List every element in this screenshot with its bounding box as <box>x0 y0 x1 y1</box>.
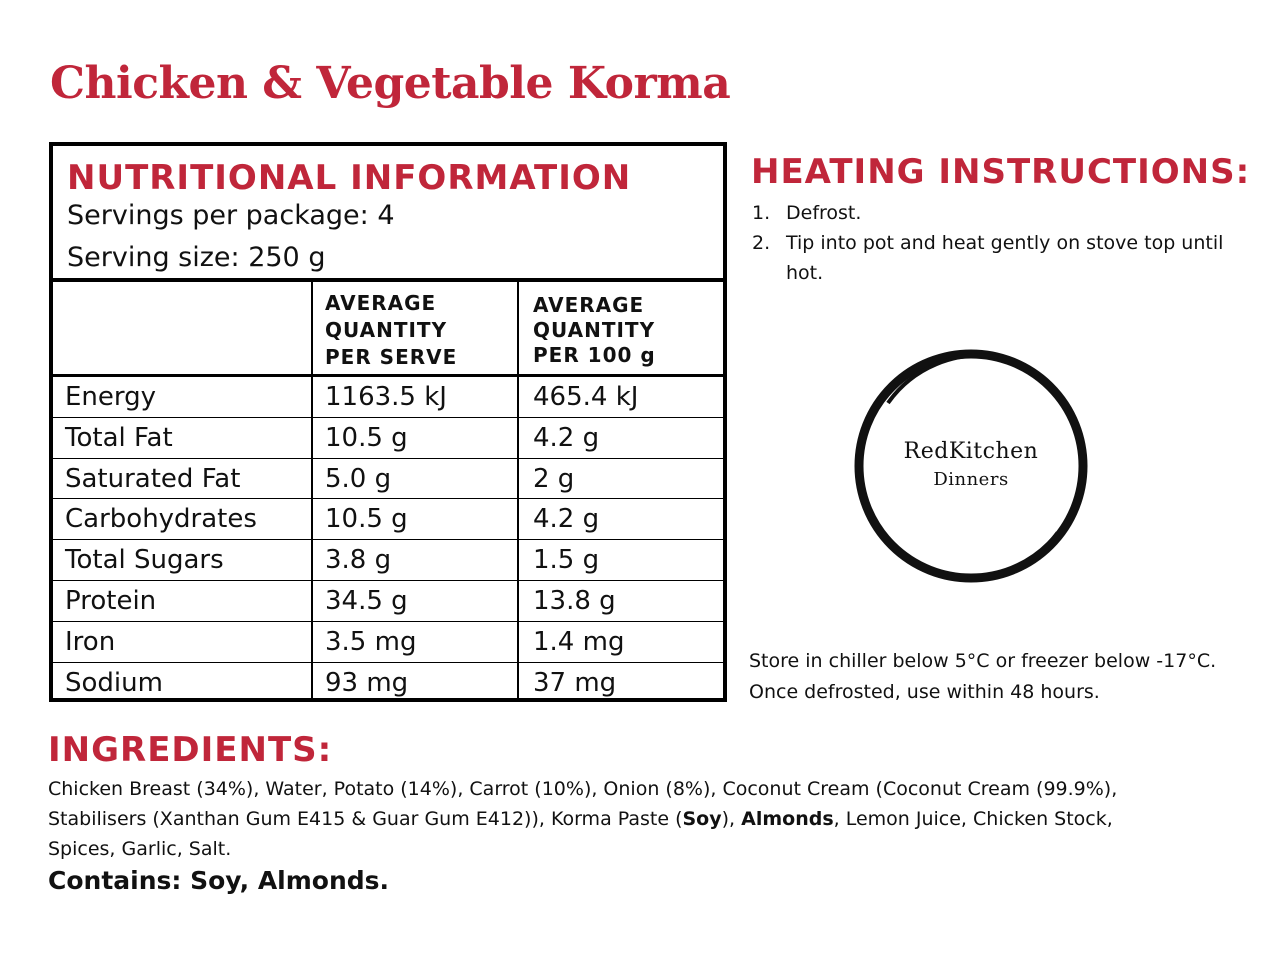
logo-brand-subtitle: Dinners <box>933 469 1009 490</box>
per-100g-value: 4.2 g <box>533 422 600 453</box>
column-header-per-serve <box>325 290 457 371</box>
step-number: 2. <box>752 232 771 254</box>
allergen-soy: Soy <box>682 808 722 830</box>
nutrient-name: Sodium <box>65 667 163 698</box>
per-serve-value: 1163.5 kJ <box>325 382 447 412</box>
nutrition-heading: NUTRITIONAL INFORMATION <box>67 158 632 198</box>
logo-ring <box>848 343 1094 589</box>
per-serve-value: 10.5 g <box>325 504 408 535</box>
nutrient-name: Total Fat <box>65 422 173 453</box>
per-serve-value: 5.0 g <box>325 463 392 494</box>
heating-step <box>752 228 1252 288</box>
nutrition-panel <box>49 142 727 702</box>
column-header-line: PER SERVE <box>325 345 458 369</box>
column-divider <box>311 282 313 698</box>
ingredients-text: ), <box>721 808 742 830</box>
nutrient-name: Iron <box>65 626 116 657</box>
column-header-line: QUANTITY <box>325 318 448 342</box>
logo-brand-name: RedKitchen <box>903 439 1039 464</box>
serving-size: Serving size: 250 g <box>67 242 326 273</box>
ingredients-list <box>48 774 1158 864</box>
servings-per-package: Servings per package: 4 <box>67 200 395 231</box>
per-100g-value: 465.4 kJ <box>533 382 639 412</box>
per-serve-value: 34.5 g <box>325 586 408 616</box>
ingredients-text: , Lemon Juice, Chicken Stock, Spices, Garlic, Salt. <box>48 808 1113 860</box>
column-header-line: QUANTITY <box>533 318 656 342</box>
nutrient-name: Saturated Fat <box>65 463 241 494</box>
nutrition-panel-header <box>53 146 723 282</box>
nutrient-name: Carbohydrates <box>65 504 257 535</box>
per-100g-value: 2 g <box>533 463 575 494</box>
step-text: Tip into pot and heat gently on stove top until hot. <box>786 232 1224 284</box>
per-serve-value: 93 mg <box>325 667 409 698</box>
per-100g-value: 37 mg <box>533 667 617 698</box>
per-serve-value: 10.5 g <box>325 422 408 453</box>
step-number: 1. <box>752 202 771 224</box>
nutrient-name: Protein <box>65 586 157 616</box>
per-100g-value: 1.4 mg <box>533 626 625 657</box>
allergen-statement: Contains: Soy, Almonds. <box>48 866 390 895</box>
column-header-line: AVERAGE <box>533 293 645 317</box>
column-header-per-100g <box>533 293 656 368</box>
brand-logo <box>848 343 1094 589</box>
per-100g-value: 4.2 g <box>533 504 600 535</box>
per-100g-value: 13.8 g <box>533 586 616 616</box>
nutrient-name: Total Sugars <box>65 545 224 576</box>
ingredients-heading: INGREDIENTS: <box>48 730 333 770</box>
product-title: Chicken & Vegetable Korma <box>50 58 731 109</box>
column-header-line: AVERAGE <box>325 291 437 315</box>
column-divider <box>517 282 519 698</box>
per-100g-value: 1.5 g <box>533 545 600 576</box>
nutrition-table <box>53 282 723 698</box>
allergen-almonds: Almonds <box>741 808 834 830</box>
storage-instructions: Store in chiller below 5°C or freezer below -17°C. Once defrosted, use within 48 hours. <box>749 650 1217 703</box>
heating-step <box>752 198 1252 228</box>
heating-steps <box>752 198 1252 288</box>
per-serve-value: 3.5 mg <box>325 626 417 657</box>
nutrient-name: Energy <box>65 382 157 412</box>
step-text: Defrost. <box>786 202 862 224</box>
per-serve-value: 3.8 g <box>325 545 392 576</box>
heating-heading: HEATING INSTRUCTIONS: <box>751 152 1251 192</box>
column-header-line: PER 100 g <box>533 343 656 367</box>
ingredients-text: Chicken Breast (34%), Water, Potato (14%), Carrot (10%), Onion (8%), Coconut Cream (Coconut Cream (99.9%), Stabilisers (Xanthan Gum E415 & Guar Gum E412)), Korma Paste ( <box>48 778 1118 830</box>
